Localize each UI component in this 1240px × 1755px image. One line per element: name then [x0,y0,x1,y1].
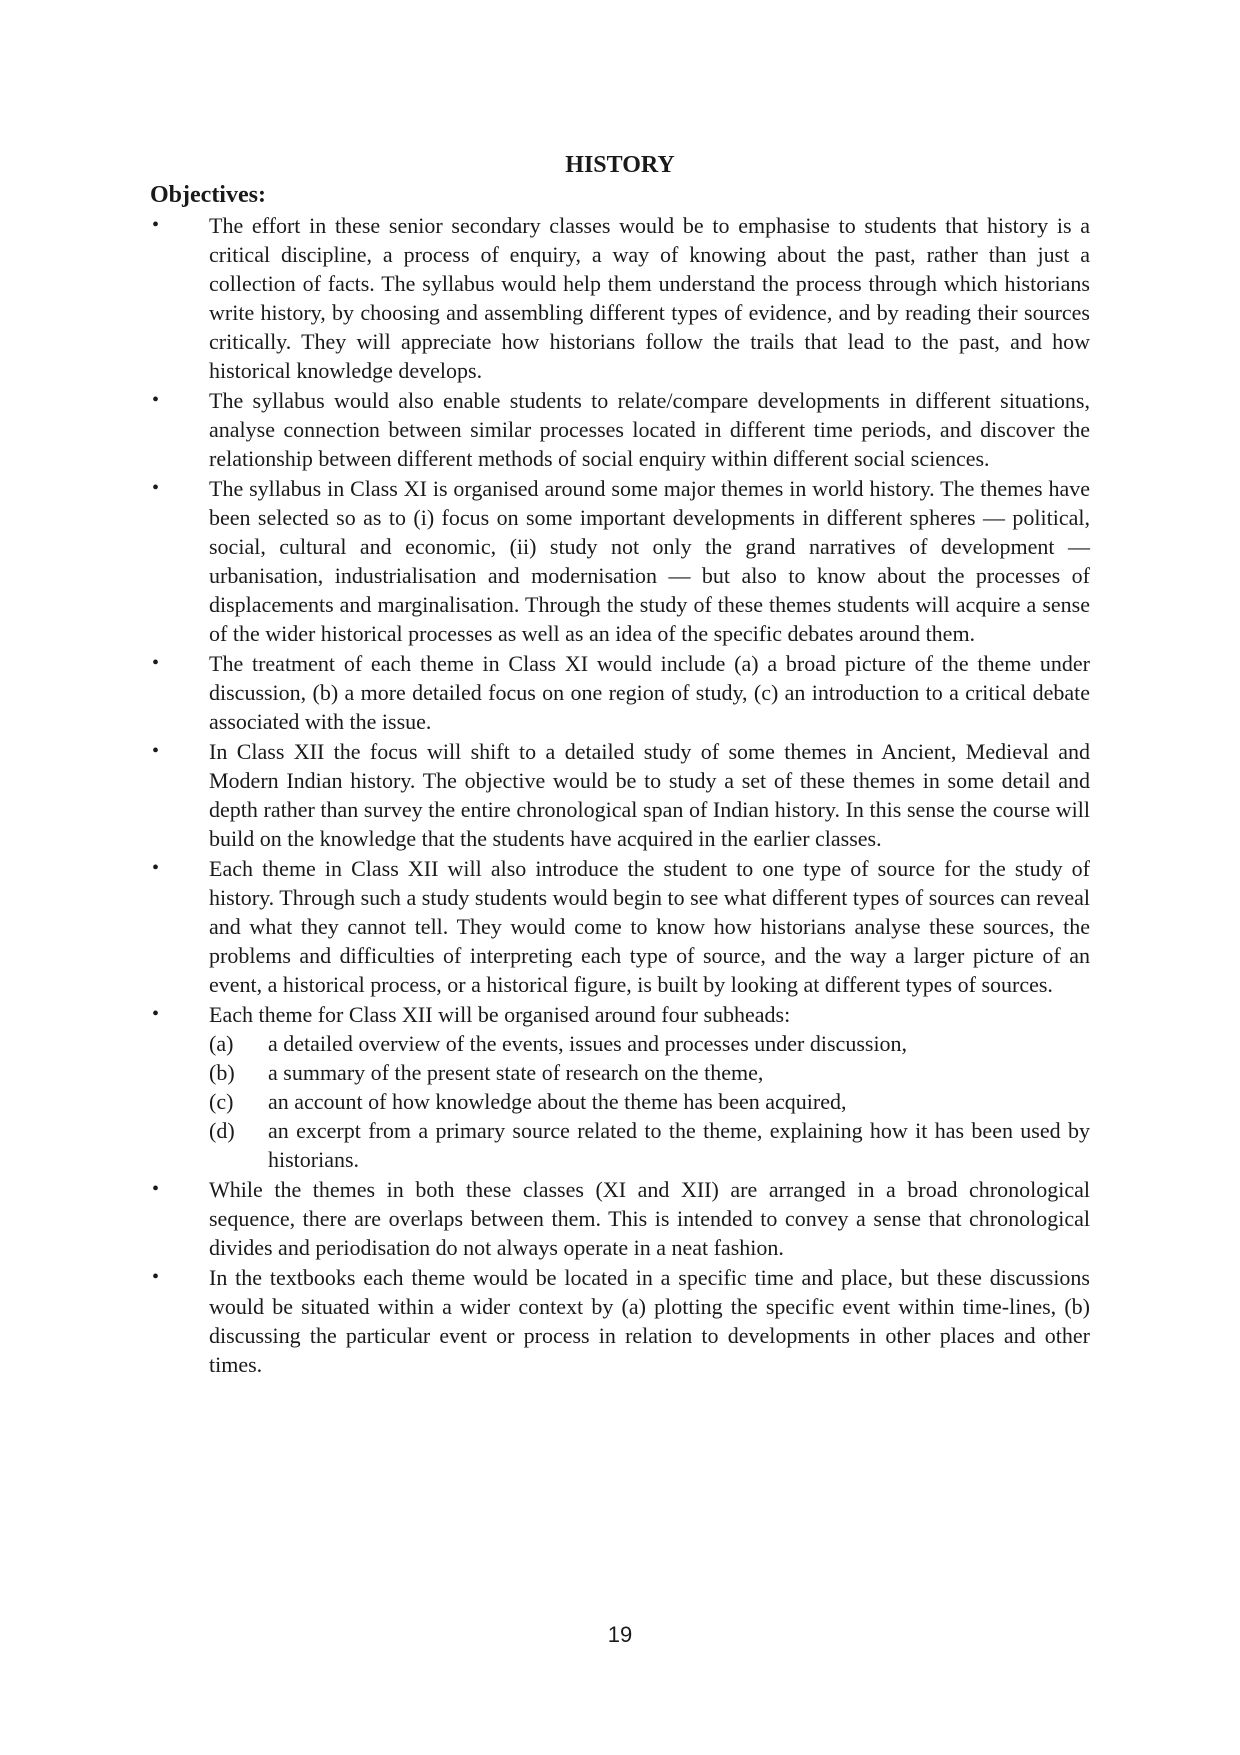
list-item [150,211,1090,385]
bullet-icon: • [152,214,160,236]
bullet-icon: • [152,1003,160,1025]
subhead-marker: (a) [209,1031,234,1056]
list-item [150,1175,1090,1262]
list-item-text: The effort in these senior secondary classes would be to emphasise to students that history is a critical discipline, a process of enquiry, a way of knowing about the past, rather than just a collection of facts. The syllabus would help them understand the process through which historians write history, by choosing and assembling different types of evidence, and by reading their sources critically. They will appreciate how historians follow the trails that lead to the past, and how historical knowledge develops. [209,213,1090,383]
list-item-text: Each theme for Class XII will be organised around four subheads: [209,1002,791,1027]
page-title: HISTORY [565,152,675,178]
bullet-icon: • [152,1178,160,1200]
bullet-icon: • [152,389,160,411]
subhead-item [209,1087,1090,1116]
bullet-icon: • [152,857,160,879]
subhead-item [209,1029,1090,1058]
section-heading: Objectives: [150,182,266,208]
subhead-item [209,1058,1090,1087]
bullet-icon: • [152,740,160,762]
objectives-list [150,211,1090,1379]
subhead-marker: (c) [209,1089,234,1114]
list-item-text: The syllabus in Class XI is organised around some major themes in world history. The themes have been selected so as to (i) focus on some important developments in different spheres — political, social, cultural and economic, (ii) study not only the grand narratives of development — urbanisation, industrialisation and modernisation — but also to know about the processes of displacements and marginalisation. Through the study of these themes students will acquire a sense of the wider historical processes as well as an idea of the specific debates around them. [209,476,1090,646]
list-item [150,649,1090,736]
list-item [150,474,1090,648]
list-item-text: Each theme in Class XII will also introduce the student to one type of source for the study of history. Through such a study students would begin to see what different types of sources can reveal and what they cannot tell. They would come to know how historians analyse these sources, the problems and difficulties of interpreting each type of source, and the way a larger picture of an event, a historical process, or a historical figure, is built by looking at different types of sources. [209,856,1090,997]
list-item-text: The treatment of each theme in Class XI would include (a) a broad picture of the theme under discussion, (b) a more detailed focus on one region of study, (c) an introduction to a critical debate associated with the issue. [209,651,1090,734]
bullet-icon: • [152,477,160,499]
bullet-icon: • [152,652,160,674]
list-item [150,854,1090,999]
subhead-text: an excerpt from a primary source related to the theme, explaining how it has been used by historians. [268,1118,1090,1172]
list-item-text: While the themes in both these classes (XI and XII) are arranged in a broad chronological sequence, there are overlaps between them. This is intended to convey a sense that chronological divides and periodisation do not always operate in a neat fashion. [209,1177,1090,1260]
document-page [150,150,1090,1380]
subhead-text: a detailed overview of the events, issues and processes under discussion, [268,1031,908,1056]
subhead-text: an account of how knowledge about the theme has been acquired, [268,1089,847,1114]
bullet-icon: • [152,1266,160,1288]
page-number: 19 [607,1622,633,1647]
list-item-text: The syllabus would also enable students to relate/compare developments in different situations, analyse connection between similar processes located in different time periods, and discover the relationship between different methods of social enquiry within different social sciences. [209,388,1090,471]
list-item [150,386,1090,473]
subhead-item [209,1116,1090,1174]
list-item [150,1263,1090,1379]
subhead-marker: (d) [209,1118,235,1143]
subhead-marker: (b) [209,1060,235,1085]
list-item-subheads [150,1000,1090,1174]
list-item-text: In the textbooks each theme would be located in a specific time and place, but these discussions would be situated within a wider context by (a) plotting the specific event within time-lines, (b) discussing the particular event or process in relation to developments in other places and other times. [209,1265,1090,1377]
subheads-list [209,1029,1090,1174]
list-item [150,737,1090,853]
list-item-text: In Class XII the focus will shift to a detailed study of some themes in Ancient, Medieval and Modern Indian history. The objective would be to study a set of these themes in some detail and depth rather than survey the entire chronological span of Indian history. In this sense the course will build on the knowledge that the students have acquired in the earlier classes. [209,739,1090,851]
subhead-text: a summary of the present state of research on the theme, [268,1060,764,1085]
